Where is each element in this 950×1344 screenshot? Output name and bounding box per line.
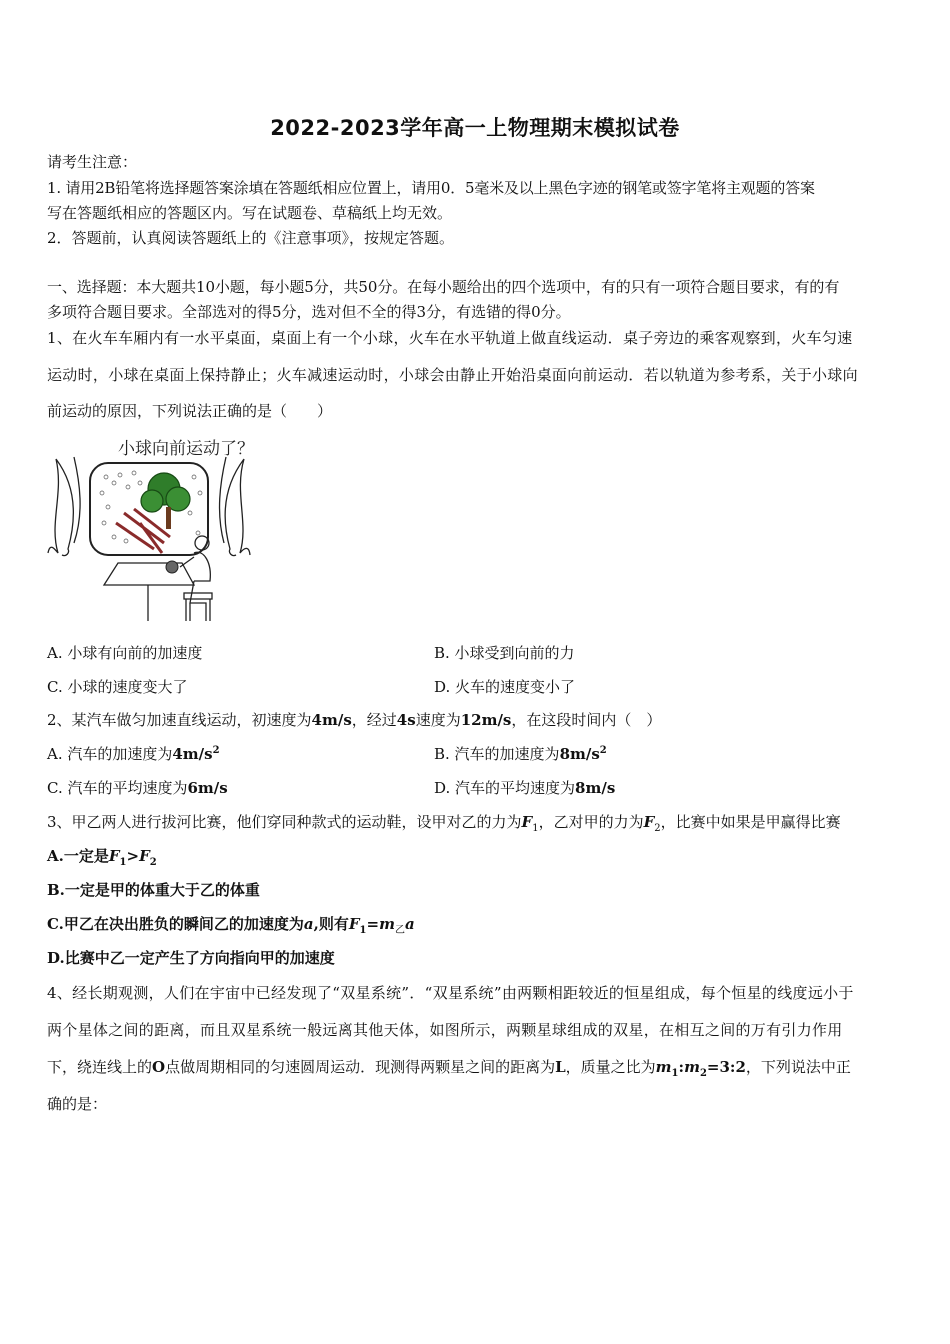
- q1-line-1: 1、在火车车厢内有一水平桌面，桌面上有一个小球，火车在水平轨道上做直线运动．桌子旁边的乘客观察到，火车匀速: [47, 329, 853, 347]
- notice-item-1-line-2: 写在答题纸相应的答题区内。写在试题卷、草稿纸上均无效。: [47, 204, 453, 222]
- q3-stem: 3、甲乙两人进行拔河比赛，他们穿同种款式的运动鞋，设甲对乙的力为$F_1$，乙对甲的力为$F_2$，比赛中如果是甲赢得比赛: [47, 813, 841, 834]
- q4-line-1: 4、经长期观测，人们在宇宙中已经发现了“双星系统”．“双星系统”由两颗相距较近的恒星组成，每个恒星的线度远小于: [47, 984, 854, 1002]
- q1-line-3: 前运动的原因，下列说法正确的是（ ）: [47, 402, 333, 420]
- q2-option-c: C. 汽车的平均速度为6m/s: [47, 779, 228, 797]
- q1-line-2: 运动时，小球在桌面上保持静止；火车减速运动时，小球会由静止开始沿桌面向前运动．若以轨道为参考系，关于小球向: [47, 366, 858, 384]
- q1-option-c: C. 小球的速度变大了: [47, 678, 188, 696]
- q3-option-d: D.比赛中乙一定产生了方向指向甲的加速度: [47, 949, 335, 967]
- q2-option-b: B. 汽车的加速度为$8m/s^2$: [434, 745, 607, 763]
- notice-item-2: 2．答题前，认真阅读答题纸上的《注意事项》，按规定答题。: [47, 229, 455, 247]
- q3-option-b: B.一定是甲的体重大于乙的体重: [47, 881, 260, 899]
- section-1-line-2: 多项符合题目要求。全部选对的得5分，选对但不全的得3分，有选错的得0分。: [47, 303, 571, 321]
- train-window-figure: [44, 453, 254, 625]
- q1-option-b: B. 小球受到向前的力: [434, 644, 575, 662]
- notice-heading: 请考生注意：: [47, 153, 138, 171]
- figure-caption: 小球向前运动了？: [118, 439, 254, 459]
- section-1-line-1: 一、选择题：本大题共10小题，每小题5分，共50分。在每小题给出的四个选项中，有的只有一项符合题目要求，有的有: [47, 278, 840, 296]
- q2-stem: 2、某汽车做匀加速直线运动，初速度为4m/s，经过4s速度为12m/s，在这段时间内（ ）: [47, 711, 662, 729]
- q2-option-d: D. 汽车的平均速度为8m/s: [434, 779, 616, 797]
- notice-item-1-line-1: 1. 请用2B铅笔将选择题答案涂填在答题纸相应位置上，请用0．5毫米及以上黑色字迹的钢笔或签字笔将主观题的答案: [47, 179, 815, 197]
- q1-option-a: A. 小球有向前的加速度: [47, 644, 203, 662]
- page-title: 2022-2023学年高一上物理期末模拟试卷: [270, 116, 680, 140]
- q4-line-4: 确的是：: [47, 1095, 108, 1113]
- q2-option-a: A. 汽车的加速度为$4m/s^2$: [47, 745, 220, 763]
- q3-option-a: A.一定是$F_1>F_2$: [47, 847, 157, 868]
- q3-option-c: C.甲乙在决出胜负的瞬间乙的加速度为a,则有$F_1=m_乙a$: [47, 915, 415, 936]
- q4-line-3: 下，绕连线上的O点做周期相同的匀速圆周运动．现测得两颗星之间的距离为L，质量之比为$m_1:m_2=3:2$，下列说法中正: [47, 1058, 851, 1079]
- q1-option-d: D. 火车的速度变小了: [434, 678, 576, 696]
- q4-line-2: 两个星体之间的距离，而且双星系统一般远离其他天体，如图所示，两颗星球组成的双星，在相互之间的万有引力作用: [47, 1021, 843, 1039]
